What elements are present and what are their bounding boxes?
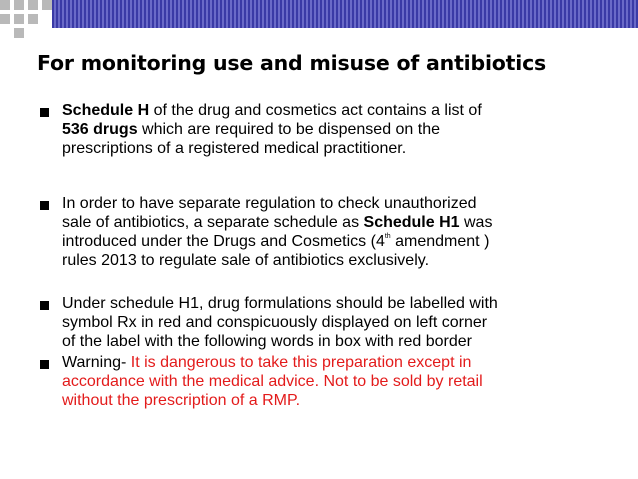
- text-line: [62, 120, 622, 139]
- text-span: amendment ): [390, 233, 490, 250]
- bold-text: Schedule H1: [363, 214, 460, 231]
- bullet-schedule-h: [62, 101, 622, 158]
- slide-title: For monitoring use and misuse of antibiotics: [37, 51, 547, 75]
- warning-text: without the prescription of a RMP.: [62, 392, 301, 409]
- decor-square: [28, 0, 38, 10]
- bullet-schedule-h1: [62, 194, 622, 270]
- text-line: rules 2013 to regulate sale of antibiotics exclusively.: [62, 252, 430, 269]
- text-span: sale of antibiotics, a separate schedule as: [62, 214, 364, 231]
- bullet-warning: [62, 353, 622, 410]
- bold-text: 536 drugs: [62, 121, 138, 138]
- text-span: of the drug and cosmetics act contains a list of: [149, 102, 482, 119]
- header-stripes: [52, 0, 638, 28]
- decor-square: [0, 14, 10, 24]
- header-decoration: [0, 0, 638, 36]
- text-line: [62, 353, 622, 372]
- warning-text: It is dangerous to take this preparation except in: [130, 354, 472, 371]
- text-line: Under schedule H1, drug formulations should be labelled with: [62, 295, 498, 312]
- decor-square: [0, 0, 10, 10]
- square-bullet-icon: [40, 301, 49, 310]
- decor-square: [14, 28, 24, 38]
- decor-square: [14, 14, 24, 24]
- bullet-labelling: [62, 294, 622, 351]
- text-line: [62, 101, 622, 120]
- warning-prefix: Warning-: [62, 354, 131, 371]
- superscript: th: [384, 233, 391, 240]
- text-line: prescriptions of a registered medical practitioner.: [62, 140, 407, 157]
- text-line: [62, 213, 622, 232]
- text-span: was: [459, 214, 493, 231]
- text-line: of the label with the following words in box with red border: [62, 333, 472, 350]
- bold-text: Schedule H: [62, 102, 150, 119]
- text-line: In order to have separate regulation to check unauthorized: [62, 195, 477, 212]
- square-bullet-icon: [40, 201, 49, 210]
- text-line: symbol Rx in red and conspicuously displayed on left corner: [62, 314, 488, 331]
- text-span: which are required to be dispensed on the: [137, 121, 441, 138]
- decor-square: [42, 0, 52, 10]
- text-line: [62, 232, 622, 251]
- decor-square: [28, 14, 38, 24]
- decor-square: [14, 0, 24, 10]
- square-bullet-icon: [40, 360, 49, 369]
- warning-text: accordance with the medical advice. Not to be sold by retail: [62, 373, 483, 390]
- text-span: introduced under the Drugs and Cosmetics (4: [62, 233, 385, 250]
- square-bullet-icon: [40, 108, 49, 117]
